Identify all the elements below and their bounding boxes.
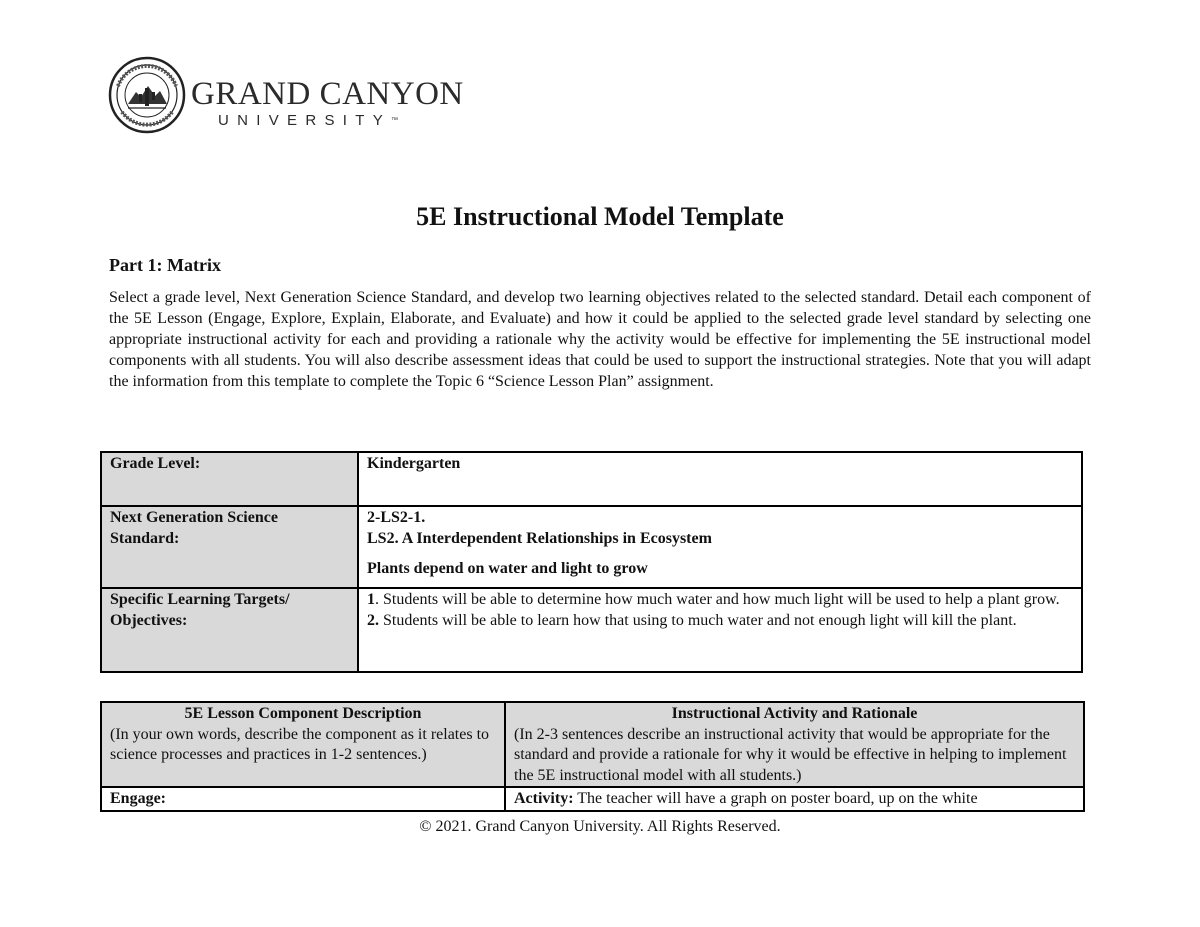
objective-1: 1. Students will be able to determine how much water and how much light will be used to help a plant grow. bbox=[367, 591, 1060, 608]
instructions-paragraph: Select a grade level, Next Generation Science Standard, and develop two learning objectives related to the selected standard. Detail each component of the 5E Lesson (Engage, Explore, Explain, Elaborate, and Evaluate) and how it could be applied to the selected grade level standard by selecting one appropriate instructional activity for each and providing a rationale why the activity would be effective for implementing the 5E instructional model components with all students. You will also describe assessment ideas that could be used to support the instructional strategies. Note that you will adapt the information from this template to complete the Topic 6 “Science Lesson Plan” assignment. bbox=[109, 289, 1091, 390]
university-wordmark bbox=[191, 77, 464, 131]
standard-title: LS2. A Interdependent Relationships in Ecosystem bbox=[367, 529, 712, 547]
engage-activity: Activity: The teacher will have a graph on poster board, up on the white bbox=[505, 787, 1084, 811]
copyright-footer: © 2021. Grand Canyon University. All Rights Reserved. bbox=[419, 818, 781, 835]
components-table bbox=[100, 701, 1085, 812]
grade-level-label: Grade Level: bbox=[101, 452, 358, 506]
document-title: 5E Instructional Model Template bbox=[416, 202, 784, 231]
wordmark-line1: GRAND CANYON bbox=[191, 76, 464, 112]
university-seal-icon bbox=[108, 56, 186, 134]
trademark-symbol: ™ bbox=[391, 117, 399, 124]
table-row bbox=[101, 506, 1082, 588]
component-description-header: 5E Lesson Component Description (In your own words, describe the component as it relates to science processes and practices in 1-2 sentences.) bbox=[101, 702, 505, 787]
objectives-label: Specific Learning Targets/ Objectives: bbox=[101, 588, 358, 672]
table-header-row bbox=[101, 702, 1084, 787]
objectives-value bbox=[358, 588, 1082, 672]
matrix-table bbox=[100, 451, 1083, 673]
objective-2: 2. Students will be able to learn how that using to much water and not enough light will kill the plant. bbox=[367, 611, 1017, 629]
grade-level-value: Kindergarten bbox=[358, 452, 1082, 506]
standard-label: Next Generation Science Standard: bbox=[101, 506, 358, 588]
wordmark-line2: UNIVERSITY bbox=[218, 112, 392, 129]
standard-value bbox=[358, 506, 1082, 588]
table-row bbox=[101, 588, 1082, 672]
standard-focus: Plants depend on water and light to grow bbox=[367, 560, 648, 577]
activity-rationale-header: Instructional Activity and Rationale (In 2-3 sentences describe an instructional activity that would be appropriate for the standard and provide a rationale for why it would be effective in helping to implement the 5E instructional model with all students.) bbox=[505, 702, 1084, 787]
table-row bbox=[101, 452, 1082, 506]
standard-code: 2-LS2-1. bbox=[367, 509, 426, 526]
table-row bbox=[101, 787, 1084, 811]
part-heading: Part 1: Matrix bbox=[109, 255, 221, 275]
engage-label: Engage: bbox=[101, 787, 505, 811]
